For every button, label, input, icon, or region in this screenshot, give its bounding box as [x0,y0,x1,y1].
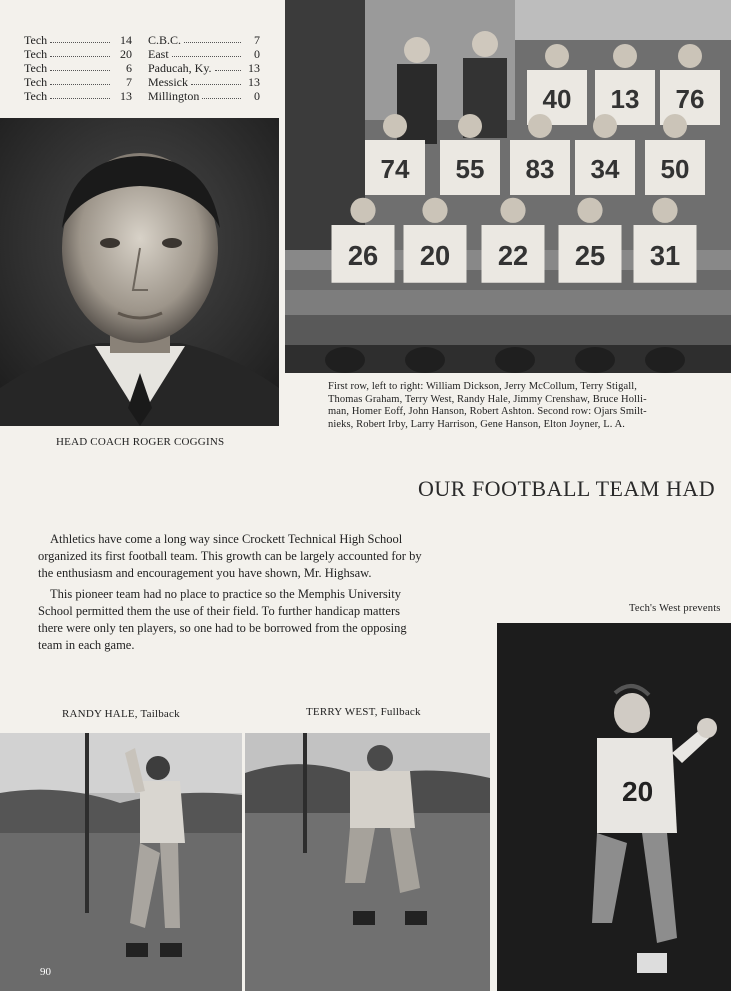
jersey-number: 50 [660,154,690,184]
text-line: the enthusiasm and encouragement you have shown, Mr. Highsaw. [38,566,372,580]
player-head [422,198,447,223]
jersey-number: 13 [610,84,640,114]
jersey-number: 83 [525,154,555,184]
opponent-score: 7 [254,33,260,47]
jersey-number: 74 [380,154,410,184]
text-line: Thomas Graham, Terry West, Randy Hale, Jimmy Crenshaw, Bruce Holli- [328,393,647,405]
leader-dots [191,75,241,85]
text-line: This pioneer team had no place to practice so the Memphis University [50,587,401,601]
score-row [24,47,264,61]
tech-score: 13 [120,89,132,103]
page-number: 90 [40,966,51,978]
tech-score: 6 [126,61,132,75]
paragraph-1 [38,531,478,582]
jersey-number: 22 [497,239,529,271]
leader-dots [50,61,110,71]
coach-portrait-photo [0,118,279,426]
text-line: organized its first football team. This growth can be largely accounted for by [38,549,422,563]
score-row [24,33,264,47]
player-head [383,114,407,138]
leader-dots [172,47,241,57]
score-row [24,89,264,103]
team-photo-caption [328,381,723,431]
player-head [678,44,702,68]
player-head [458,114,482,138]
player-head [528,114,552,138]
text-line: there were only ten players, so one had to be borrowed from the opposing [38,621,407,635]
score-row [24,75,264,89]
jersey-number: 20 [419,239,451,271]
player-head [500,198,525,223]
player-2-caption: TERRY WEST, Fullback [306,706,421,718]
leader-dots [50,89,110,99]
action-catch-photo [497,623,731,991]
score-row [24,61,264,75]
player-head [577,198,602,223]
opponent-name: Messick [148,75,188,89]
text-line: School permitted them the use of their field. To further handicap matters [38,604,400,618]
leader-dots [50,75,110,85]
player-head [350,198,375,223]
article-body [38,531,478,654]
tech-score: 14 [120,33,132,47]
jersey-number: 26 [347,239,379,271]
opponent-score: 13 [248,61,260,75]
opponent-score: 0 [254,89,260,103]
text-line: nieks, Robert Irby, Larry Harrison, Gene Hanson, Elton Joyner, L. A. [328,418,626,430]
leader-dots [50,47,110,57]
jersey-number: 40 [542,84,572,114]
player-head [652,198,677,223]
team-group-photo [285,0,731,373]
leader-dots [184,33,241,43]
jersey-number: 25 [574,239,606,271]
opponent-name: C.B.C. [148,33,182,47]
page-headline: OUR FOOTBALL TEAM HAD [418,476,716,501]
leader-dots [50,33,110,43]
terry-west-photo [245,733,490,991]
leader-dots [215,61,241,71]
opponent-score: 13 [248,75,260,89]
team-name: Tech [24,47,48,61]
text-line: man, Homer Eoff, John Hanson, Robert Ashton. Second row: Ojars Smilt- [328,406,647,417]
team-name: Tech [24,61,48,75]
tech-score: 20 [120,47,132,61]
opponent-name: Millington [148,89,200,103]
opponent-name: Paducah, Ky. [148,61,212,75]
player-1-caption: RANDY HALE, Tailback [62,708,180,720]
coach-caption: HEAD COACH ROGER COGGINS [56,436,225,448]
action-photo-caption: Tech's West prevents [629,603,721,614]
opponent-name: East [148,47,169,61]
team-name: Tech [24,89,48,103]
opponent-score: 0 [254,47,260,61]
scores-table [24,33,264,103]
text-line: Athletics have come a long way since Crockett Technical High School [50,532,403,546]
text-line: First row, left to right: William Dickson, Jerry McCollum, Terry Stigall, [328,381,637,392]
text-line: team in each game. [38,638,135,652]
tech-score: 7 [126,75,132,89]
leader-dots [202,89,241,99]
action-jersey-number: 20 [622,776,654,807]
jersey-number: 31 [649,239,681,271]
player-head [663,114,687,138]
jersey-number: 55 [455,154,485,184]
team-name: Tech [24,75,48,89]
player-head [545,44,569,68]
paragraph-2 [38,586,478,654]
jersey-number: 76 [675,84,705,114]
player-head [593,114,617,138]
randy-hale-photo [0,733,242,991]
team-name: Tech [24,33,48,47]
player-head [613,44,637,68]
jersey-number: 34 [590,154,620,184]
